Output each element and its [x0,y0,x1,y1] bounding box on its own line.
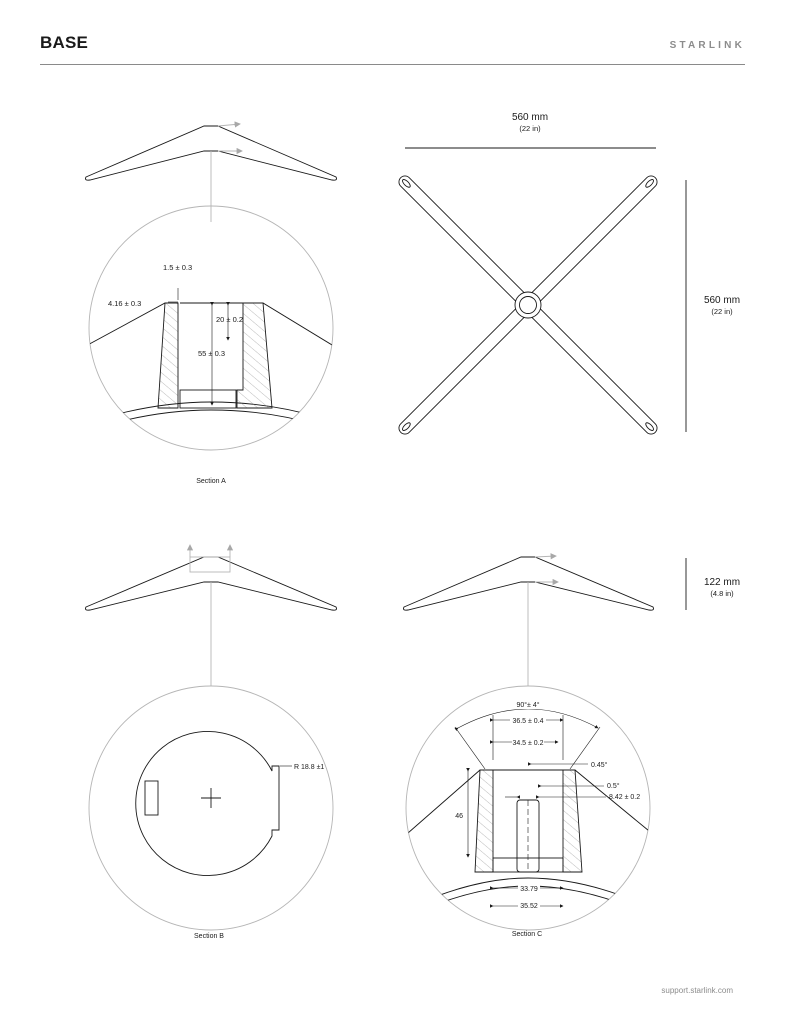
section-a-caption: Section A [196,478,226,485]
depth-mm-label: 560 mm [703,295,741,306]
dim-outer-bottom: 35.52 [520,903,538,910]
dim-slot: 8.42 ± 0.2 [609,794,641,801]
dim-upper-depth: 20 ± 0.2 [216,315,244,324]
dim-inner-bottom: 33.79 [520,886,538,893]
page-title: BASE [40,33,89,52]
section-b-detail [89,686,333,940]
dim-wall: 4.16 ± 0.3 [108,299,142,308]
side-view-c [404,556,654,686]
dim-angle: 90°± 4° [516,702,540,709]
dim-top-lip: 1.5 ± 0.3 [163,263,193,272]
height-in-label: (4.8 in) [710,589,734,598]
height-dimension [686,558,740,610]
width-in-label: (22 in) [519,124,541,133]
brand-logo-text: STARLINK [669,40,745,51]
dim-total-depth: 55 ± 0.3 [198,349,226,358]
side-view-b [86,545,337,686]
width-mm-label: 560 mm [511,112,549,123]
footer-url: support.starlink.com [661,986,733,995]
dim-outer-top: 36.5 ± 0.4 [512,718,544,725]
dim-radius: R 18.8 ±1 [294,764,325,771]
dim-draft: 0.5° [607,783,620,790]
top-view [396,112,740,437]
dim-taper: 0.45° [591,762,608,769]
side-view-a [86,124,337,222]
section-b-caption: Section B [194,933,224,940]
depth-in-label: (22 in) [711,307,733,316]
dim-height: 46 [455,813,463,820]
dim-inner-top: 34.5 ± 0.2 [512,740,544,747]
section-c-caption: Section C [511,931,543,938]
section-c-detail [400,686,660,938]
section-a-detail [60,206,360,485]
height-mm-label: 122 mm [703,577,741,588]
